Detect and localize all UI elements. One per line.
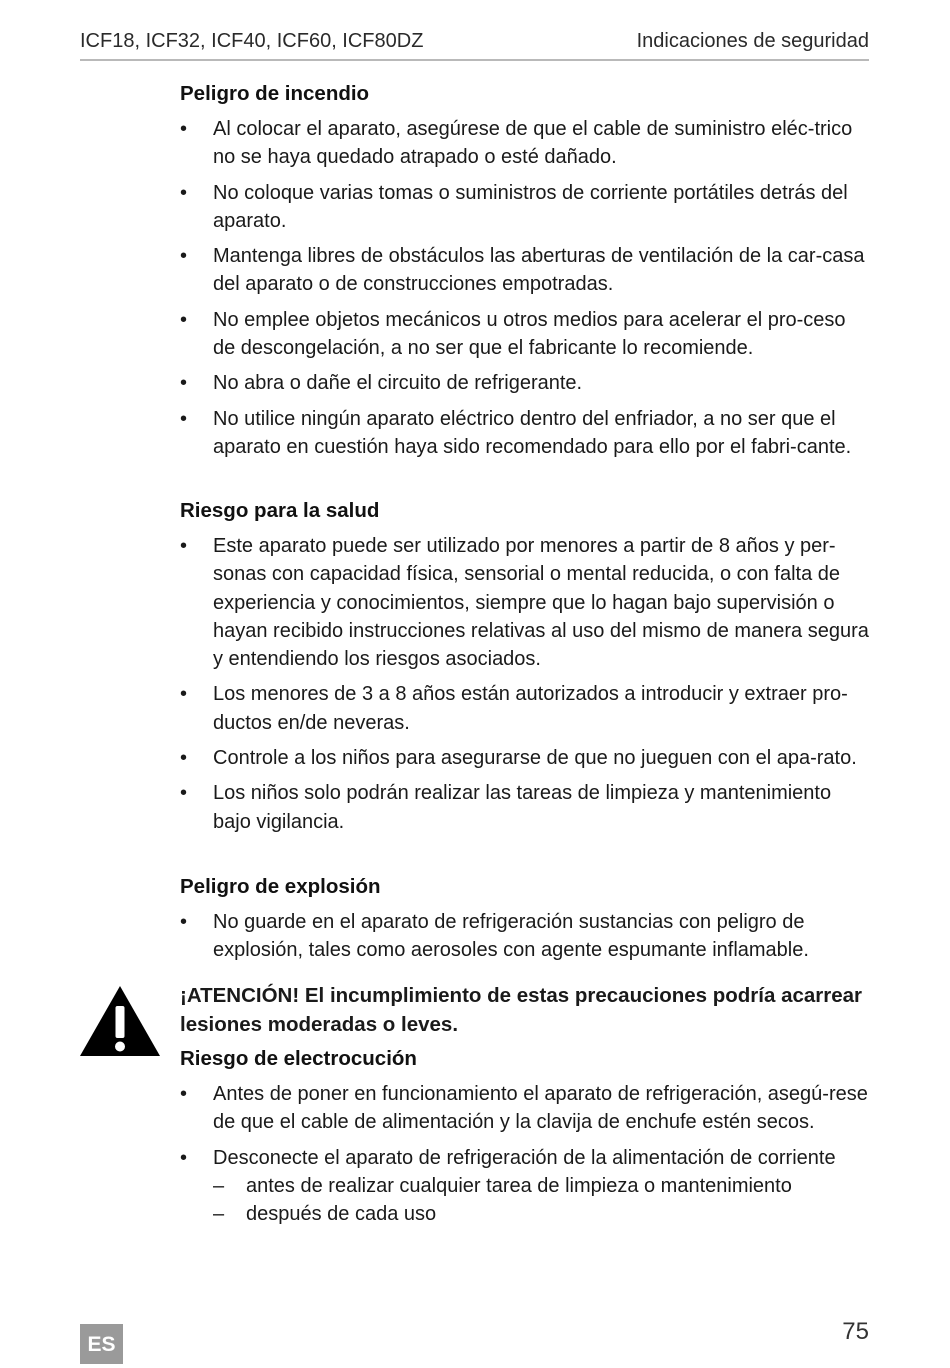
list-item-text: Al colocar el aparato, asegúrese de que el cable de suministro eléc-trico no se haya quedado atrapado o esté dañado. xyxy=(213,118,853,169)
dash-icon: – xyxy=(213,1174,225,1197)
list-item-text: No guarde en el aparato de refrigeración sustancias con peligro de explosión, tales como aerosoles con agente espumante inflamable. xyxy=(213,911,809,962)
sublist-item-text: antes de realizar cualquier tarea de limpieza o mantenimiento xyxy=(246,1174,792,1197)
fire-hazard-list xyxy=(180,115,870,461)
list-item-text: Antes de poner en funcionamiento el aparato de refrigeración, asegú-rese de que el cable de alimentación y la clavija de enchufe estén secos. xyxy=(213,1083,868,1134)
bullet-icon: • xyxy=(180,372,188,395)
list-item xyxy=(180,306,870,363)
fire-hazard-section xyxy=(180,80,870,461)
health-risk-list xyxy=(180,532,870,836)
list-item xyxy=(180,115,870,172)
electrocution-risk-section xyxy=(180,1045,870,1228)
explosion-hazard-heading: Peligro de explosión xyxy=(180,875,381,898)
list-item xyxy=(180,1080,870,1137)
list-item xyxy=(180,179,870,236)
list-item xyxy=(180,532,870,673)
bullet-icon: • xyxy=(180,245,188,268)
electrocution-risk-heading: Riesgo de electrocución xyxy=(180,1047,417,1070)
list-item xyxy=(180,369,870,397)
bullet-icon: • xyxy=(180,535,188,557)
bullet-icon: • xyxy=(180,747,188,770)
warning-triangle-icon xyxy=(78,984,162,1058)
fire-hazard-heading: Peligro de incendio xyxy=(180,82,370,105)
list-item-text: No emplee objetos mecánicos u otros medios para acelerar el pro-ceso de descongelación, a no ser que el fabricante lo recomiende. xyxy=(213,308,846,360)
list-item-text: No abra o dañe el circuito de refrigerante. xyxy=(213,372,583,395)
health-risk-heading: Riesgo para la salud xyxy=(180,499,380,522)
list-item xyxy=(180,1144,870,1229)
dash-icon: – xyxy=(213,1203,225,1226)
list-item-text: Los menores de 3 a 8 años están autorizados a introducir y extraer pro-ductos en/de neveras. xyxy=(213,683,848,734)
attention-text: ¡ATENCIÓN! El incumplimiento de estas precauciones podría acarrear lesiones moderadas o leves. xyxy=(180,984,863,1036)
explosion-hazard-list xyxy=(180,908,870,965)
electrocution-sublist xyxy=(213,1172,870,1229)
list-item xyxy=(180,744,870,772)
sublist-item xyxy=(213,1172,870,1200)
header-models: ICF18, ICF32, ICF40, ICF60, ICF80DZ xyxy=(80,30,424,52)
bullet-icon: • xyxy=(180,181,188,204)
list-item xyxy=(180,680,870,737)
list-item xyxy=(180,405,870,462)
list-item xyxy=(180,242,870,299)
health-risk-section xyxy=(180,497,870,836)
sublist-item-text: después de cada uso xyxy=(246,1203,437,1226)
attention-section xyxy=(180,982,870,1039)
list-item-text: Este aparato puede ser utilizado por menores a partir de 8 años y per-sonas con capacidad física, sensorial o mental reducida, o con falta de experiencia y conocimientos, siempre que lo hagan bajo supervisión o hayan recibido instrucciones relativas al uso del mismo de manera segura y entendiendo los riesgos asociados. xyxy=(213,535,869,671)
list-item-text: No utilice ningún aparato eléctrico dentro del enfriador, a no ser que el aparato en cuestión haya sido recomendado para ello por el fabri-cante. xyxy=(213,407,852,458)
list-item xyxy=(180,908,870,965)
page-number: 75 xyxy=(842,1318,869,1345)
list-item-text: Controle a los niños para asegurarse de que no jueguen con el apa-rato. xyxy=(213,747,857,770)
bullet-icon: • xyxy=(180,308,188,331)
explosion-hazard-section xyxy=(180,873,870,965)
language-badge: ES xyxy=(80,1324,123,1364)
bullet-icon: • xyxy=(180,1083,188,1105)
bullet-icon: • xyxy=(180,911,188,933)
page-header xyxy=(80,30,869,61)
header-section-title: Indicaciones de seguridad xyxy=(636,30,869,52)
bullet-icon: • xyxy=(180,1146,188,1169)
list-item-text: No coloque varias tomas o suministros de corriente portátiles detrás del aparato. xyxy=(213,181,848,232)
bullet-icon: • xyxy=(180,118,188,140)
bullet-icon: • xyxy=(180,782,188,805)
electrocution-risk-list xyxy=(180,1080,870,1228)
list-item-text: Desconecte el aparato de refrigeración de la alimentación de corriente xyxy=(213,1146,836,1169)
sublist-item xyxy=(213,1200,870,1228)
list-item xyxy=(180,779,870,836)
bullet-icon: • xyxy=(180,407,188,430)
bullet-icon: • xyxy=(180,683,188,706)
list-item-text: Los niños solo podrán realizar las tareas de limpieza y mantenimiento bajo vigilancia. xyxy=(213,782,832,833)
list-item-text: Mantenga libres de obstáculos las aberturas de ventilación de la car-casa del aparato o de construcciones empotradas. xyxy=(213,245,865,296)
